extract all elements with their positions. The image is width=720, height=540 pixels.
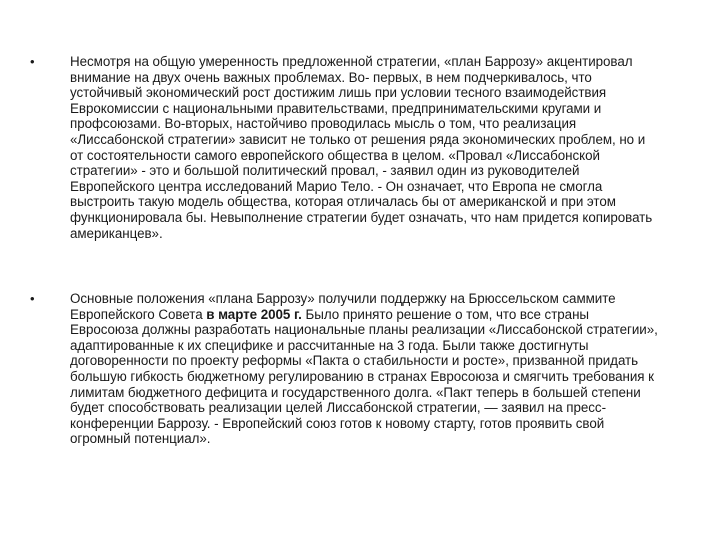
bullet-text-2-date: в марте 2005 г.: [206, 306, 302, 322]
bullet-text-2-start: Основные положения «плана Баррозу» получили поддержку на Брюссельском саммите Европейского Совета: [70, 291, 616, 322]
bullet-marker: •: [30, 291, 35, 306]
bullet-marker: •: [30, 54, 35, 69]
bullet-text-1: Несмотря на общую умеренность предложенной стратегии, «план Баррозу» акцентировал внимание на двух очень важных проблемах. Во- первых, в нем подчеркивалось, что устойчивый экономический рост достижим лишь при условии тесного взаимодействия Еврокомиссии с национальными правительствами, предпринимательскими кругами и профсоюзами. Во-вторых, настойчиво проводилась мысль о том, что реализация «Лиссабонской стратегии» зависит не только от решения ряда экономических проблем, но и от состоятельности самого европейского общества в целом. «Провал «Лиссабонской стратегии» - это и большой политический провал, - заявил один из руководителей Европейского центра исследований Марио Тело. - Он означает, что Европа не смогла выстроить такую модель общества, которая отличалась бы от американской и при этом функционировала бы. Невыполнение стратегии будет означать, что нам придется копировать американцев».: [70, 54, 653, 241]
bullet-text-2: [70, 291, 660, 447]
bullet-text-2-end: Было принято решение о том, что все страны Евросоюза должны разработать национальные планы реализации «Лиссабонской стратегии», адаптированные к их специфике и рассчитанные на 3 года. Были также достигнуты договоренности по проекту реформы «Пакта о стабильности и росте», призванной придать большую гибкость бюджетному регулированию в странах Евросоюза и смягчить требования к лимитам бюджетного дефицита и государственного долга. «Пакт теперь в большей степени будет способствовать реализации целей Лиссабонской стратегии, — заявил на пресс- конференции Баррозу. - Европейский союз готов к новому старту, готов проявить свой огромный потенциал».: [70, 306, 658, 447]
